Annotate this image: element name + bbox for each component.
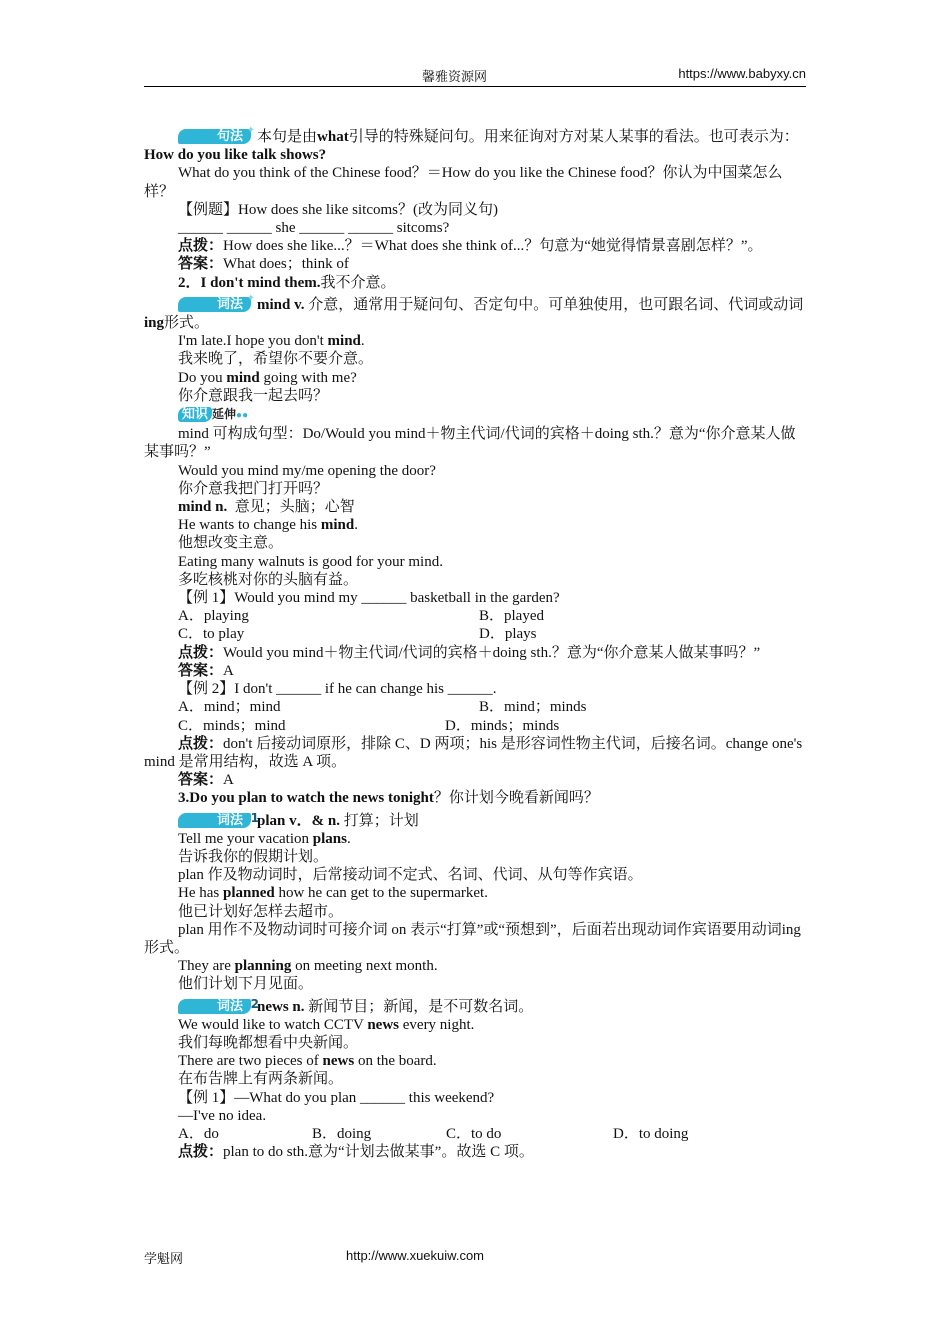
knowledge-extension-icon: 知识 延伸●● [178,405,248,425]
syntax-tag-icon: 句法 ✦ [178,129,251,144]
page-header [144,66,806,87]
example-sentence: He wants to change his mind. [178,517,358,534]
example-translation: 他想改变主意。 [178,535,284,552]
document-body [144,126,806,1161]
usage-note: plan 作及物动词时，后常接动词不定式、名词、代词、从句等作宾语。 [178,867,643,884]
option-d: D．minds；minds [445,717,560,734]
example-sentence: Tell me your vacation plans. [178,830,351,847]
footer-url[interactable]: http://www.xuekuiw.com [346,1248,484,1263]
section-title-3: 3.Do you plan to watch the news tonight？你计划今晚看新闻吗？ [178,790,599,807]
example-sentence: Would you mind my/me opening the door? [178,462,436,479]
example-translation: 我来晚了，希望你不要介意。 [178,351,374,368]
example-sentence: He has planned how he can get to the supermarket. [178,885,488,902]
exercise-answer: 答案：A [178,662,234,679]
exercise-question: 【例题】How does she like sitcoms？(改为同义句) [178,201,498,218]
section-title-2: 2．I don't mind them.我不介意。 [178,274,396,291]
options-row [144,1125,806,1143]
example-sentence: There are two pieces of news on the board. [178,1053,437,1070]
option-c: C．to do [446,1125,502,1142]
example-translation: 你介意跟我一起去吗？ [178,387,329,404]
example-sentence: Do you mind going with me? [178,369,357,386]
example-sentence: I'm late.I hope you don't mind. [178,333,365,350]
example-translation: 在布告牌上有两条新闻。 [178,1071,344,1088]
vocab-tag-2-icon: 词法 2 [178,999,251,1014]
extension-note: mind 可构成句型：Do/Would you mind＋物主代词/代词的宾格＋doing sth.？意为“你介意某人做某事吗？” [144,426,796,461]
example-translation: 我们每晚都想看中央新闻。 [178,1034,359,1051]
option-a: A．playing [178,608,249,625]
exercise-answer: 答案：A [178,772,234,789]
exercise-question: 【例 1】—What do you plan ______ this weekend? [178,1089,495,1106]
option-d: D．to doing [613,1125,689,1142]
exercise-tip: 点拨：Would you mind＋物主代词/代词的宾格＋doing sth.？意为“你介意某人做某事吗？” [178,644,761,661]
option-b: B．played [479,608,544,625]
option-a: A．do [178,1125,219,1142]
option-d: D．plays [479,626,537,643]
options-row [144,607,806,625]
example-sentence: We would like to watch CCTV news every night. [178,1016,475,1033]
header-site-name: 馨雅资源网 [422,69,488,84]
exercise-question: 【例 1】Would you mind my ______ basketball in the garden? [178,590,560,607]
exercise-reply: —I've no idea. [178,1107,267,1124]
example-sentence: What do you think of the Chinese food？＝How do you like the Chinese food？你认为中国菜怎么样？ [144,165,783,200]
vocab-note-news: 词法 2 news n. 新闻节目；新闻，是不可数名词。 [144,998,806,1016]
options-row [144,717,806,735]
vocab-note-plan: 词法 1 plan v．& n. 打算；计划 [144,812,806,830]
example-sentence: Eating many walnuts is good for your mind. [178,553,443,570]
syntax-note: 句法 ✦ 本句是由what引导的特殊疑问句。用来征询对方对某人某事的看法。也可表示为：How do you like talk shows? [144,125,799,164]
exercise-answer: 答案：What does；think of [178,256,349,273]
footer-site-name: 学魁网 [144,1251,184,1266]
exercise-tip: 点拨：don't 后接动词原形，排除 C、D 两项；his 是形容词性物主代词，后接名词。change one's mind 是常用结构，故选 A 项。 [144,735,803,770]
noun-definition: mind n. 意见；头脑；心智 [178,499,355,516]
exercise-tip: 点拨：plan to do sth.意为“计划去做某事”。故选 C 项。 [178,1144,534,1161]
option-c: C．minds；mind [178,717,286,734]
options-row [144,698,806,716]
example-translation: 告诉我你的假期计划。 [178,848,329,865]
option-a: A．mind；mind [178,699,281,716]
example-translation: 他已计划好怎样去超市。 [178,903,344,920]
exercise-tip: 点拨：How does she like...？＝What does she think of...？句意为“她觉得情景喜剧怎样？”。 [178,238,763,255]
vocab-note-mind: 词法 ✦ mind v. 介意，通常用于疑问句、否定句中。可单独使用，也可跟名词、代词或动词ing形式。 [144,292,804,332]
option-b: B．doing [312,1125,372,1142]
option-b: B．mind；minds [479,699,587,716]
header-url[interactable]: https://www.babyxy.cn [678,66,806,81]
example-translation: 多吃核桃对你的头脑有益。 [178,571,359,588]
vocab-tag-1-icon: 词法 1 [178,813,251,828]
exercise-blank: ______ ______ she ______ ______ sitcoms? [178,220,450,237]
exercise-question: 【例 2】I don't ______ if he can change his ______. [178,681,497,698]
usage-note: plan 用作不及物动词时可接介词 on 表示“打算”或“预想到”，后面若出现动词作宾语要用动词ing 形式。 [144,921,801,956]
example-translation: 你介意我把门打开吗？ [178,480,329,497]
example-translation: 他们计划下月见面。 [178,976,314,993]
options-row [144,625,806,643]
vocab-tag-icon: 词法 ✦ [178,297,251,312]
example-sentence: They are planning on meeting next month. [178,958,438,975]
option-c: C．to play [178,626,245,643]
